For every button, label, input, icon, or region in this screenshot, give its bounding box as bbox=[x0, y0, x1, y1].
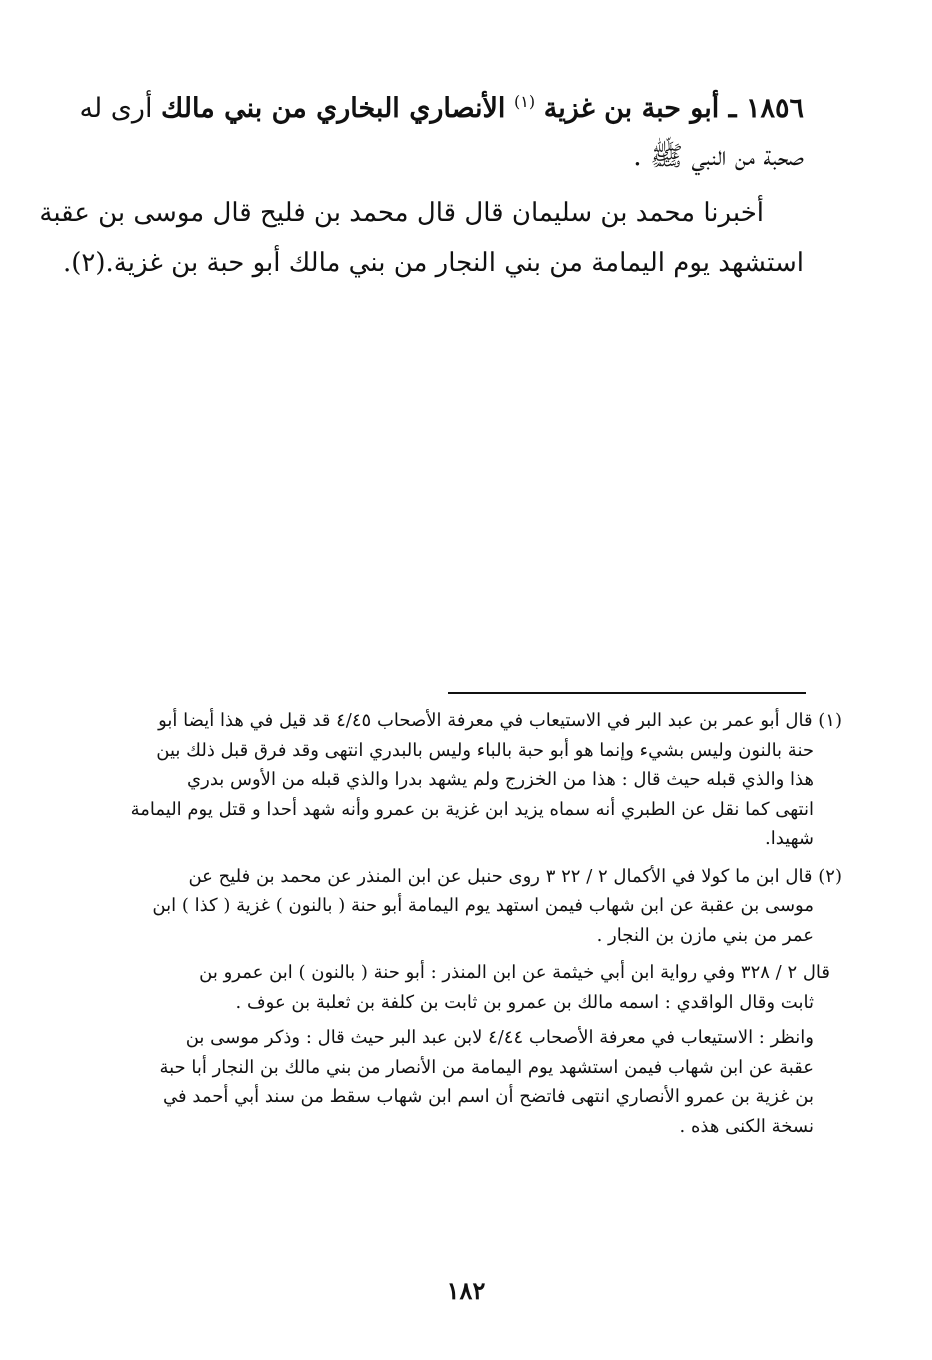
body-line-1: أخبرنا محمد بن سليمان قال قال محمد بن فليح قال موسى بن عقبة bbox=[39, 198, 764, 228]
footnote-2 bbox=[74, 862, 842, 951]
footnote-line: (٢) قال ابن ما كولا في الأكمال ٢ / ٢٢ ٣ روى حنبل عن ابن المنذر عن محمد بن فليح عن bbox=[188, 865, 842, 887]
footnote-line: وانظر : الاستيعاب في معرفة الأصحاب ٤/٤٤ لابن عبد البر حيث قال : وذكر موسى بن bbox=[185, 1027, 814, 1048]
page-number: ١٨٢ bbox=[446, 1276, 486, 1305]
entry-line1-tail: أرى له bbox=[79, 93, 153, 124]
body-line-2: استشهد يوم اليمامة من بني النجار من بني مالك أبو حبة بن غزية.(٢). bbox=[62, 248, 804, 278]
footnote-line: نسخة الكنى هذه . bbox=[679, 1115, 814, 1137]
footnotes bbox=[74, 706, 842, 1147]
footnote-2-paragraph-2 bbox=[74, 958, 830, 1017]
footnote-line: عمر من بني مازن بن النجار . bbox=[596, 924, 814, 946]
body-paragraph bbox=[39, 188, 804, 288]
entry-title-rest: الأنصاري البخاري من بني مالك bbox=[161, 93, 506, 124]
footnote-ref-1: (١) bbox=[514, 92, 536, 111]
entry-number-title: ١٨٥٦ ـ أبو حبة بن غزية bbox=[543, 93, 804, 124]
footnote-line: بن غزية بن عمرو الأنصاري انتهى فاتضح أن اسم ابن شهاب سقط من سند أبي أحمد في bbox=[163, 1086, 814, 1107]
footnote-separator bbox=[448, 692, 806, 694]
footnote-line: عقبة عن ابن شهاب فيمن استشهد يوم اليمامة من الأنصار من بني مالك بن النجار أبا حبة bbox=[159, 1056, 814, 1078]
footnote-line: ثابت وقال الواقدي : اسمه مالك بن عمرو بن ثابت بن كلفة بن ثعلبة بن عوف . bbox=[235, 991, 814, 1013]
footnote-line: حنة بالنون وليس بشيء وإنما هو أبو حبة بالباء وليس بالبدري انتهى وقد فرق قبل ذلك بين bbox=[156, 739, 814, 761]
footnote-line: قال ٢ / ٣٢٨ وفي رواية ابن أبي خيثمة عن ابن المنذر : أبو حنة ( بالنون ) ابن عمرو بن bbox=[199, 962, 830, 983]
footnote-line: (١) قال أبو عمر بن عبد البر في الاستيعاب في معرفة الأصحاب ٤/٤٥ قد قيل في هذا أيضا أبو bbox=[158, 710, 842, 731]
footnote-2-paragraph-3 bbox=[74, 1023, 814, 1141]
footnote-line: انتهى كما نقل عن الطبري أنه سماه يزيد ابن غزية بن عمرو وأنه شهد أحدا و قتل يوم اليمامة bbox=[130, 798, 814, 820]
entry-line2: صحبة من النبي ﷺ . bbox=[633, 141, 804, 172]
footnote-line: شهيدا. bbox=[765, 828, 814, 849]
entry-heading bbox=[79, 78, 804, 181]
footnote-line: موسى بن عقبة عن ابن شهاب فيمن استهد يوم اليمامة أبو حنة ( بالنون ) غزية ( كذا ) ابن bbox=[152, 895, 814, 916]
footnote-line: هذا والذي قبله حيث قال : هذا من الخزرج ولم يشهد بدرا والذي قبله من الأوس بدري bbox=[187, 769, 814, 790]
footnote-1 bbox=[74, 706, 842, 854]
